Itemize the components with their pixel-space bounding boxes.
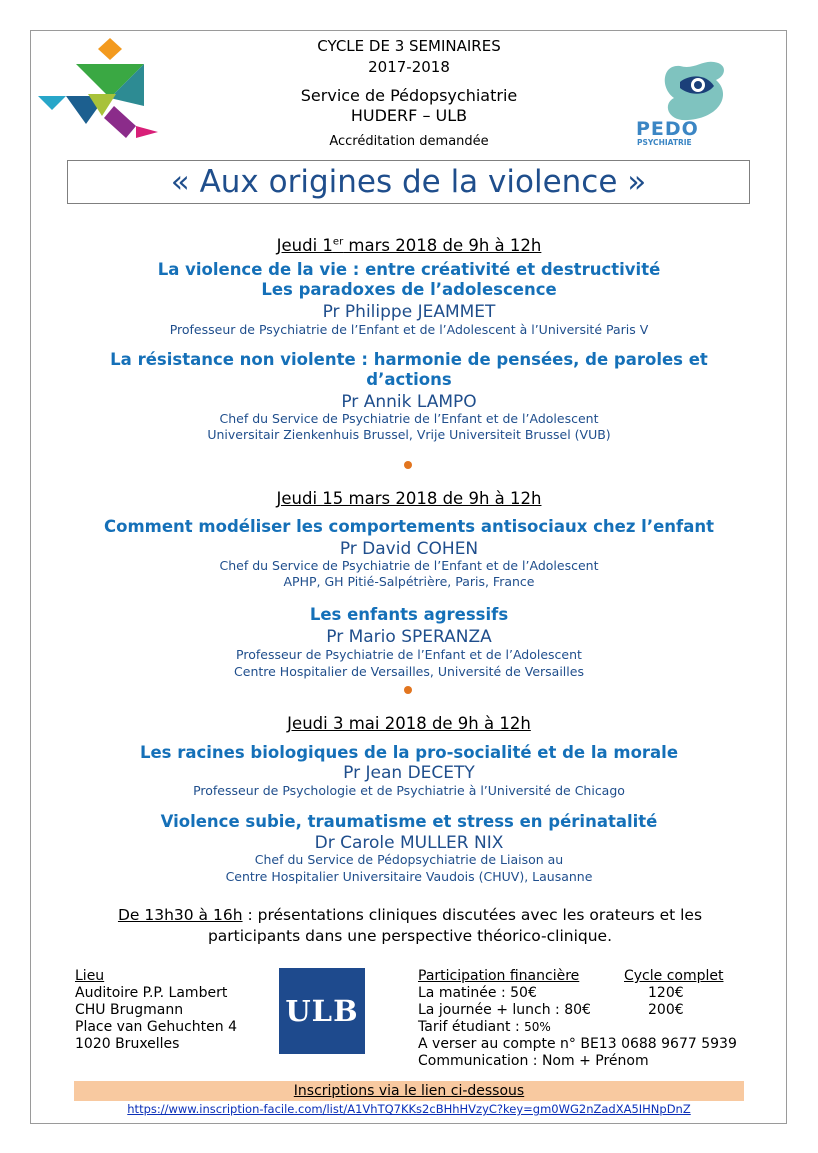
header-line-hospital: HUDERF – ULB (350, 106, 468, 125)
talk-4-affiliation-line1: Professeur de Psychiatrie de l’Enfant et de l’Adolescent (236, 647, 582, 662)
talk-4-title: Les enfants agressifs (309, 605, 509, 624)
session-1-date: Jeudi 1er mars 2018 de 9h à 12h (276, 235, 542, 255)
venue-line: CHU Brugmann (75, 1002, 184, 1018)
talk-3-speaker: Pr David COHEN (339, 539, 479, 559)
talk-2-title-line2: d’actions (366, 370, 452, 389)
separator-dot (404, 461, 412, 469)
psychiatrie-logo-word: PSYCHIATRIE (637, 138, 692, 147)
header-line-cycle: CYCLE DE 3 SEMINAIRES (317, 37, 501, 55)
talk-2-speaker: Pr Annik LAMPO (341, 392, 477, 412)
talk-1-speaker: Pr Philippe JEAMMET (322, 302, 496, 322)
venue-heading: Lieu (75, 968, 105, 984)
talk-4-affiliation-line2: Centre Hospitalier de Versailles, Université de Versailles (234, 664, 584, 679)
fee-morning: La matinée : 50€ (418, 985, 537, 1001)
venue-line: 1020 Bruxelles (75, 1036, 180, 1052)
registration-label: Inscriptions via le lien ci-dessous (293, 1083, 525, 1099)
talk-2-affiliation-line2: Universitair Zienkenhuis Brussel, Vrije Universiteit Brussel (VUB) (207, 427, 611, 442)
talk-1-affiliation-line1: Professeur de Psychiatrie de l’Enfant et de l’Adolescent à l’Université Paris V (169, 322, 649, 337)
afternoon-note (90, 905, 730, 947)
fee-morning-cycle: 120€ (648, 985, 684, 1001)
talk-6-affiliation-line2: Centre Hospitalier Universitaire Vaudois (CHUV), Lausanne (225, 869, 593, 884)
afternoon-time: De 13h30 à 16h (117, 906, 243, 924)
header-line-year: 2017-2018 (368, 58, 450, 76)
talk-5-speaker: Pr Jean DECETY (343, 763, 475, 783)
pedopsychiatrie-eye-logo (632, 58, 742, 150)
venue-line: Place van Gehuchten 4 (75, 1019, 237, 1035)
fee-day: La journée + lunch : 80€ (418, 1002, 591, 1018)
talk-2-title-line1: La résistance non violente : harmonie de pensées, de paroles et (110, 350, 708, 369)
talk-5-affiliation-line1: Professeur de Psychologie et de Psychiatrie à l’Université de Chicago (193, 783, 625, 798)
cycle-heading: Cycle complet (624, 968, 724, 984)
talk-3-affiliation-line1: Chef du Service de Psychiatrie de l’Enfant et de l’Adolescent (219, 558, 599, 573)
talk-6-title: Violence subie, traumatisme et stress en périnatalité (160, 812, 658, 831)
separator-dot (404, 686, 412, 694)
talk-3-affiliation-line2: APHP, GH Pitié-Salpétrière, Paris, France (283, 574, 535, 589)
header-line-accreditation: Accréditation demandée (329, 134, 489, 149)
fees-heading: Participation financière (418, 968, 580, 984)
afternoon-text-1: : présentations cliniques discutées avec les orateurs et les (242, 906, 703, 924)
registration-link[interactable]: https://www.inscription-facile.com/list/A1VhTQ7KKs2cBHhHVzyC?key=gm0WG2nZadXA5IHNpDnZ (127, 1102, 691, 1116)
session-2-date: Jeudi 15 mars 2018 de 9h à 12h (276, 489, 542, 508)
talk-1-title-line2: Les paradoxes de l’adolescence (261, 280, 557, 299)
fee-student: Tarif étudiant : (418, 1019, 525, 1035)
page-title: « Aux origines de la violence » (67, 160, 750, 204)
talk-6-affiliation-line1: Chef du Service de Pédopsychiatrie de Liaison au (254, 852, 564, 867)
talk-1-title-line1: La violence de la vie : entre créativité et destructivité (157, 260, 661, 279)
talk-4-speaker: Pr Mario SPERANZA (326, 627, 492, 647)
talk-3-title: Comment modéliser les comportements antisociaux chez l’enfant (104, 517, 714, 536)
talk-6-speaker: Dr Carole MULLER NIX (314, 833, 504, 853)
payment-communication: Communication : Nom + Prénom (418, 1053, 649, 1069)
bank-account: A verser au compte n° BE13 0688 9677 5939 (418, 1036, 737, 1052)
fees-block (418, 968, 748, 1070)
venue-block (75, 968, 237, 1053)
header-line-service: Service de Pédopsychiatrie (300, 86, 518, 105)
ulb-logo: ULB (279, 968, 365, 1054)
afternoon-text-2: participants dans une perspective théorico-clinique. (207, 927, 613, 945)
venue-line: Auditoire P.P. Lambert (75, 985, 228, 1001)
fee-student-pct: 50% (524, 1020, 551, 1034)
talk-2-affiliation-line1: Chef du Service de Psychiatrie de l’Enfant et de l’Adolescent (219, 411, 599, 426)
registration-banner (74, 1081, 744, 1101)
session-3-date: Jeudi 3 mai 2018 de 9h à 12h (287, 714, 531, 733)
fee-day-cycle: 200€ (648, 1002, 684, 1018)
talk-5-title: Les racines biologiques de la pro-socialité et de la morale (139, 743, 679, 762)
pedo-logo-word: PEDO (636, 118, 699, 140)
